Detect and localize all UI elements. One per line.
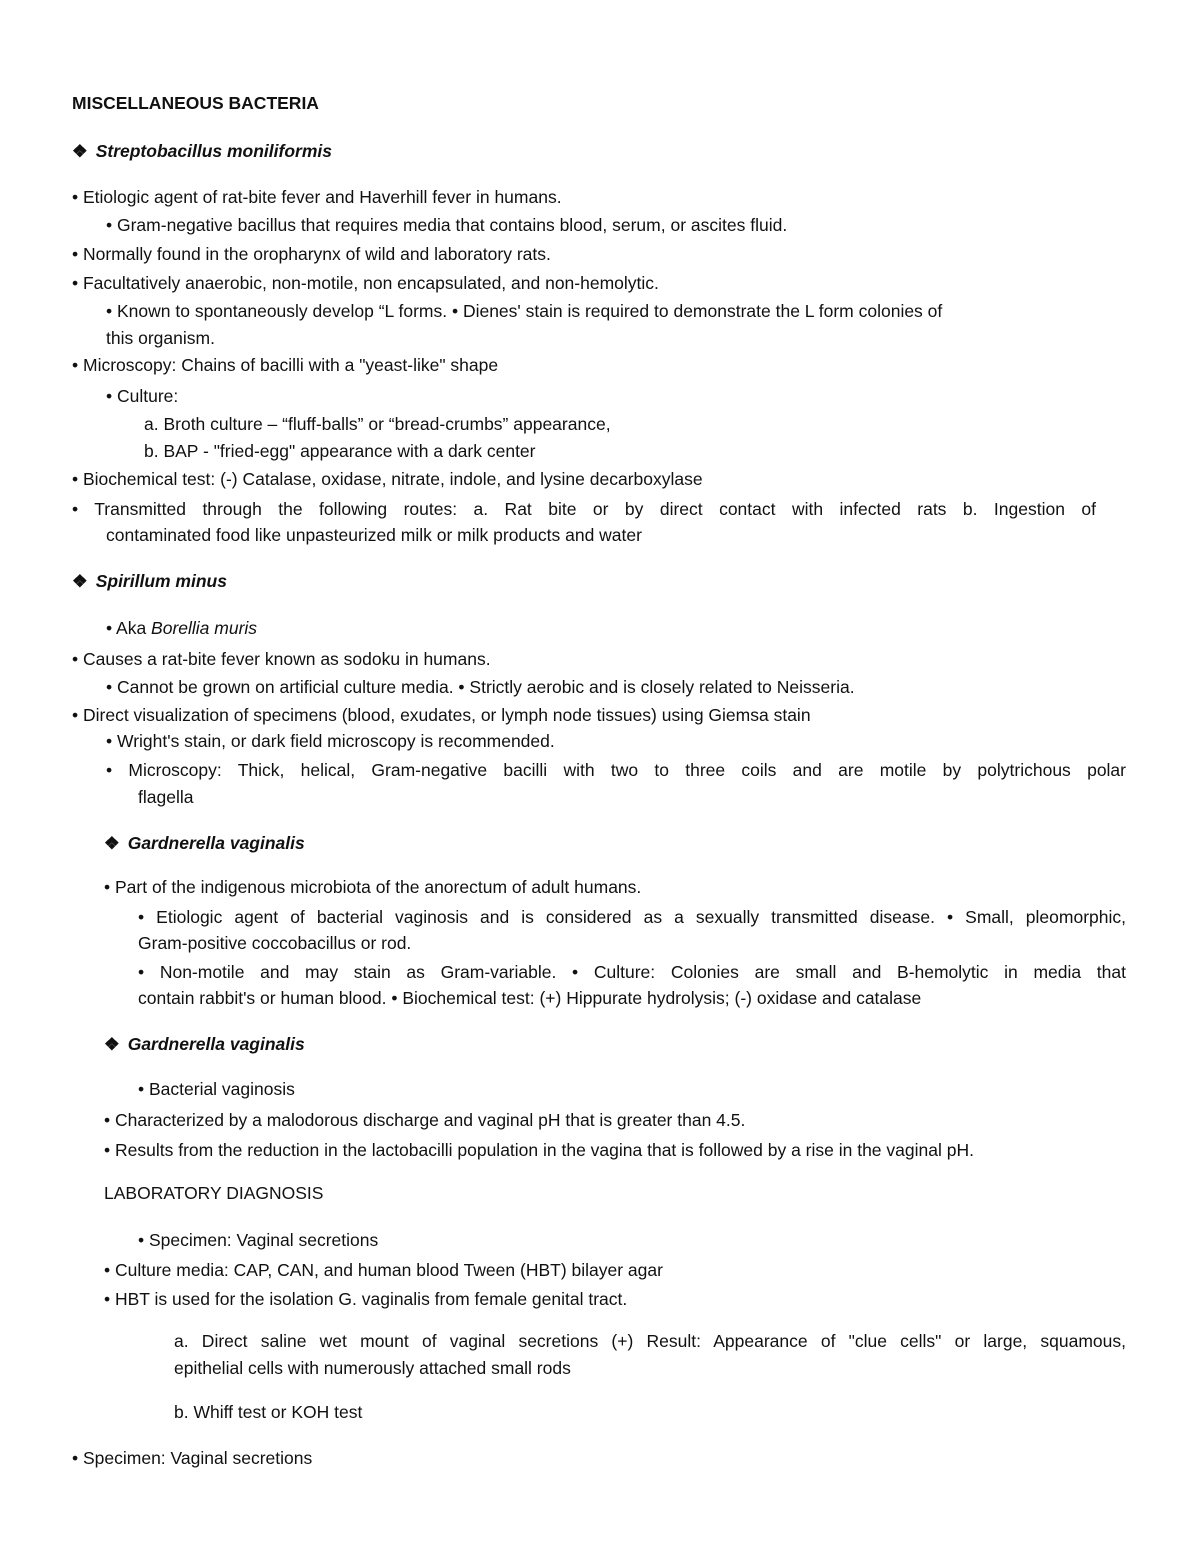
list-item: • Specimen: Vaginal secretions <box>72 1448 313 1468</box>
list-item: • Normally found in the oropharynx of wild and laboratory rats. <box>72 244 551 264</box>
diamond-bullet-icon: ❖ <box>104 833 120 853</box>
heading-text: Spirillum minus <box>95 571 227 591</box>
list-item: • Facultatively anaerobic, non-motile, non encapsulated, and non-hemolytic. <box>72 273 659 293</box>
aka-label: • Aka <box>106 618 152 638</box>
list-item: • Specimen: Vaginal secretions <box>138 1230 379 1250</box>
heading-text: Gardnerella vaginalis <box>127 1034 305 1054</box>
diamond-bullet-icon: ❖ <box>72 571 88 591</box>
list-item: • Microscopy: Thick, helical, Gram-negative bacilli with two to three coils and are motile by polytrichous polar <box>106 760 1126 780</box>
diamond-bullet-icon: ❖ <box>104 1034 120 1054</box>
heading-text: Gardnerella vaginalis <box>127 833 305 853</box>
list-item: • Non-motile and may stain as Gram-variable. • Culture: Colonies are small and B-hemolytic in media that <box>138 962 1126 982</box>
list-item: • Part of the indigenous microbiota of the anorectum of adult humans. <box>104 877 642 897</box>
list-item: b. Whiff test or KOH test <box>174 1402 363 1422</box>
diamond-bullet-icon: ❖ <box>72 141 88 161</box>
list-item: • Known to spontaneously develop “L forms. • Dienes' stain is required to demonstrate the L form colonies of <box>106 301 943 321</box>
list-item: • Characterized by a malodorous discharge and vaginal pH that is greater than 4.5. <box>104 1110 746 1130</box>
list-item: • Bacterial vaginosis <box>138 1079 295 1099</box>
list-item-continuation: contain rabbit's or human blood. • Biochemical test: (+) Hippurate hydrolysis; (-) oxidase and catalase <box>138 988 922 1008</box>
list-item: • Transmitted through the following routes: a. Rat bite or by direct contact with infected rats b. Ingestion of <box>72 499 1096 519</box>
list-item: • Microscopy: Chains of bacilli with a "yeast-like" shape <box>72 355 499 375</box>
list-item: • Causes a rat-bite fever known as sodoku in humans. <box>72 649 491 669</box>
document-title: MISCELLANEOUS BACTERIA <box>72 93 319 113</box>
list-item: b. BAP - "fried-egg" appearance with a dark center <box>144 441 536 461</box>
list-item: • Biochemical test: (-) Catalase, oxidase, nitrate, indole, and lysine decarboxylase <box>72 469 703 489</box>
list-item: • Gram-negative bacillus that requires media that contains blood, serum, or ascites fluid. <box>106 215 788 235</box>
list-item: • Cannot be grown on artificial culture media. • Strictly aerobic and is closely related to Neisseria. <box>106 677 855 697</box>
list-item: • Etiologic agent of bacterial vaginosis and is considered as a sexually transmitted disease. • Small, pleomorphic, <box>138 907 1126 927</box>
section-heading-spirillum <box>72 570 227 592</box>
list-item-continuation: flagella <box>138 787 194 807</box>
list-item-continuation: Gram-positive coccobacillus or rod. <box>138 933 412 953</box>
list-item <box>106 617 257 639</box>
section-heading-gardnerella <box>104 832 305 854</box>
list-item-continuation: epithelial cells with numerously attached small rods <box>174 1358 571 1378</box>
heading-text: Streptobacillus moniliformis <box>95 141 332 161</box>
list-item: • HBT is used for the isolation G. vaginalis from female genital tract. <box>104 1289 628 1309</box>
section-heading-gardnerella-2 <box>104 1033 305 1055</box>
list-item: a. Broth culture – “fluff-balls” or “bread-crumbs” appearance, <box>144 414 611 434</box>
section-heading-streptobacillus <box>72 140 332 162</box>
list-item: • Culture media: CAP, CAN, and human blood Tween (HBT) bilayer agar <box>104 1260 663 1280</box>
list-item: • Culture: <box>106 386 179 406</box>
list-item: • Wright's stain, or dark field microscopy is recommended. <box>106 731 555 751</box>
list-item: • Direct visualization of specimens (blood, exudates, or lymph node tissues) using Giemsa stain <box>72 705 811 725</box>
list-item-continuation: this organism. <box>106 328 215 348</box>
aka-name: Borellia muris <box>151 618 258 638</box>
subheading-lab-diagnosis: LABORATORY DIAGNOSIS <box>104 1183 324 1203</box>
list-item: • Results from the reduction in the lactobacilli population in the vagina that is followed by a rise in the vaginal pH. <box>104 1140 974 1160</box>
list-item-continuation: contaminated food like unpasteurized milk or milk products and water <box>106 525 642 545</box>
list-item: a. Direct saline wet mount of vaginal secretions (+) Result: Appearance of "clue cells" or large, squamous, <box>174 1331 1126 1351</box>
list-item: • Etiologic agent of rat-bite fever and Haverhill fever in humans. <box>72 187 562 207</box>
